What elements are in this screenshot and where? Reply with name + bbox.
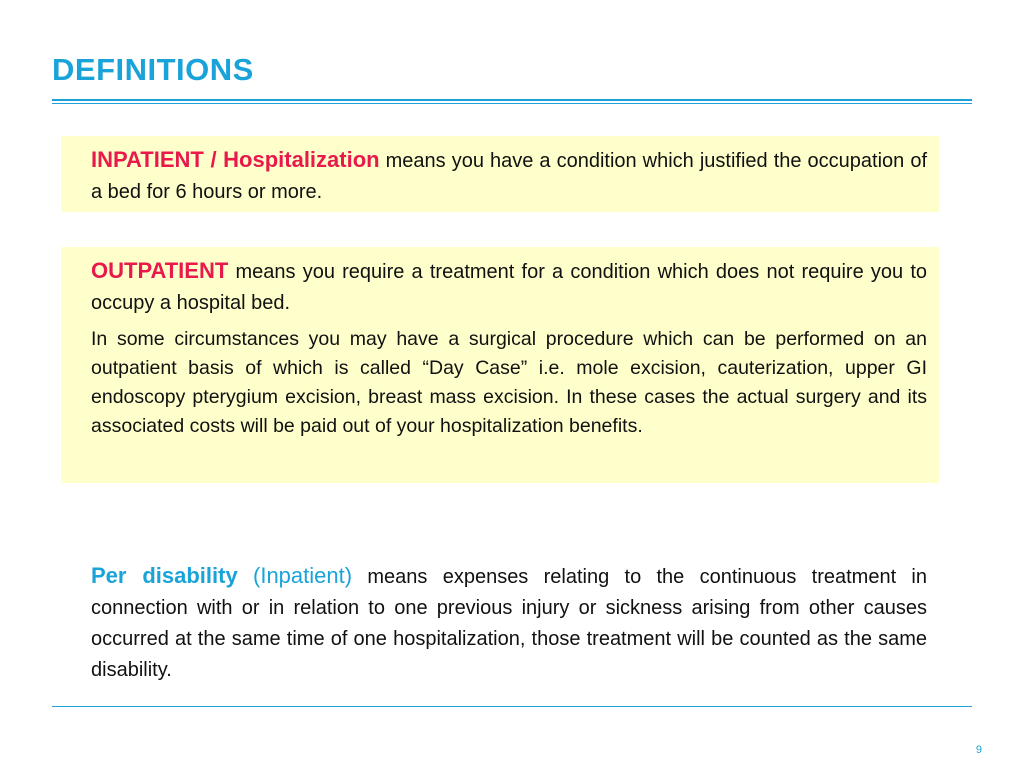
per-disability-qualifier: (Inpatient): [253, 563, 353, 588]
outpatient-term: OUTPATIENT: [91, 258, 229, 283]
page-title: DEFINITIONS: [52, 52, 254, 87]
inpatient-text: means you have a condition which justified the occupation of a bed for 6 hours or more.: [91, 150, 927, 203]
inpatient-paragraph: [91, 144, 927, 208]
footer-divider: [52, 706, 972, 707]
outpatient-definition-box: [61, 247, 939, 483]
per-disability-text: means expenses relating to the continuous treatment in connection with or in relation to one previous injury or sickness arising from other causes occurred at the same time of one hospitalization, those treatment will be counted as the same disability.: [91, 566, 927, 681]
per-disability-definition: [91, 560, 927, 686]
inpatient-definition-box: [61, 136, 939, 212]
outpatient-text: means you require a treatment for a condition which does not require you to occupy a hospital bed.: [91, 261, 927, 314]
title-divider-thin: [52, 103, 972, 104]
page-number: 9: [975, 744, 982, 756]
per-disability-term: Per disability: [91, 563, 238, 588]
per-disability-paragraph: [91, 560, 927, 686]
outpatient-paragraph: [91, 255, 927, 319]
outpatient-detail: In some circumstances you may have a surgical procedure which can be performed on an outpatient basis of which is called “Day Case” i.e. mole excision, cauterization, upper GI endoscopy pterygium excision, breast mass excision. In these cases the actual surgery and its associated costs will be paid out of your hospitalization benefits.: [91, 328, 927, 437]
inpatient-term: INPATIENT / Hospitalization: [91, 147, 380, 172]
title-divider: [52, 99, 972, 101]
